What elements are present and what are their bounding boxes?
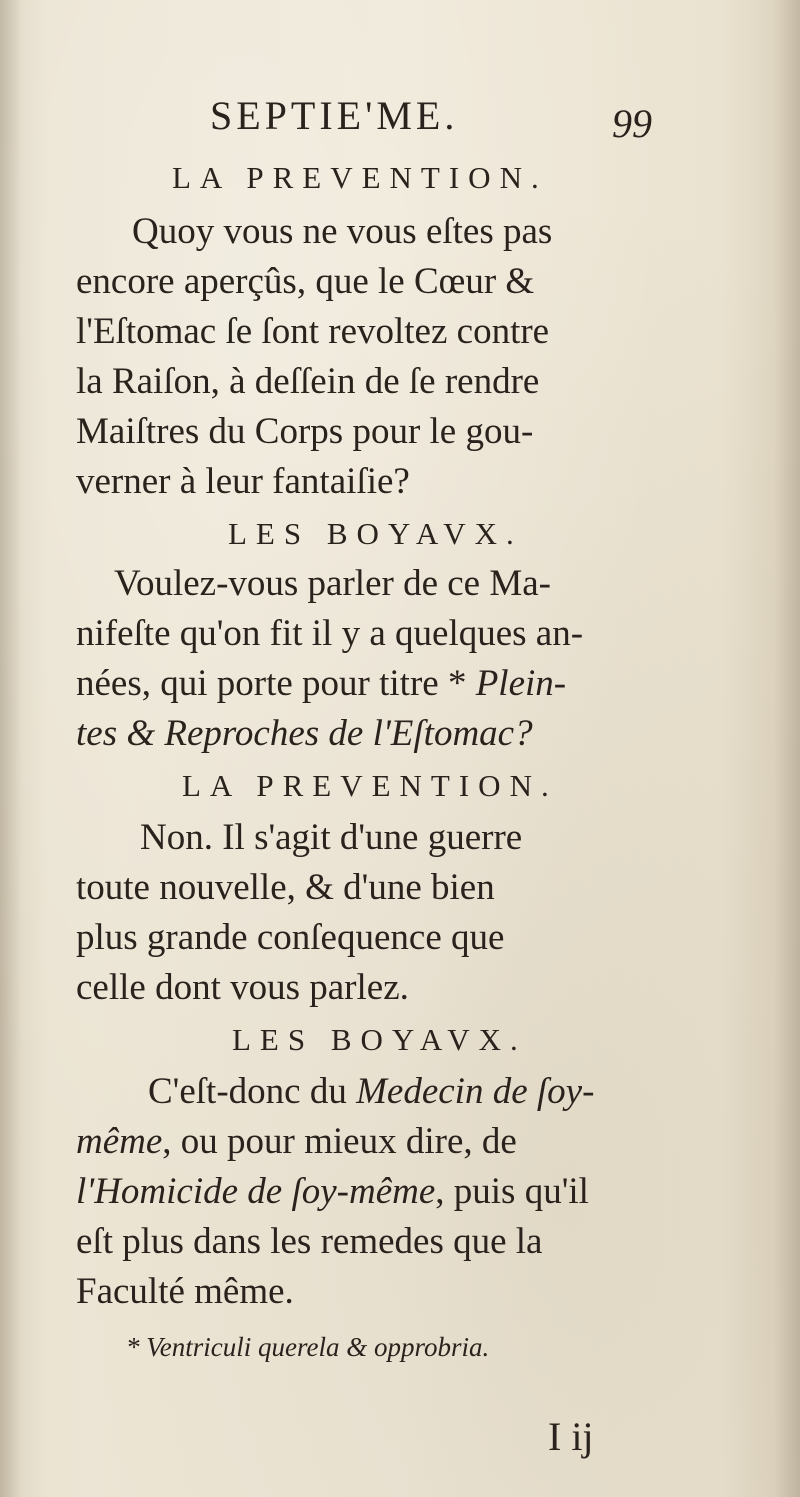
text-line — [76, 1116, 706, 1168]
italic-title-fragment: l'Homicide de ſoy-même — [76, 1171, 436, 1212]
text-line: Maiſtres du Corps pour le gou- — [76, 411, 534, 452]
signature-mark: I ij — [548, 1414, 594, 1459]
text-fragment: , ou pour mieux dire, de — [162, 1121, 517, 1162]
text-line: celle dont vous parlez. — [76, 967, 409, 1008]
text-line — [148, 1066, 778, 1118]
running-head: SEPTIE'ME. — [210, 93, 459, 138]
page-shadow-right — [774, 0, 800, 1497]
text-fragment: , puis qu'il — [435, 1171, 589, 1212]
page-shadow-left — [0, 0, 22, 1497]
speaker-heading: LA PREVENTION. — [182, 768, 558, 803]
text-line: Voulez-vous parler de ce Ma- — [114, 563, 551, 604]
italic-title-fragment: même — [76, 1121, 163, 1162]
italic-title-fragment: Medecin de ſoy- — [356, 1071, 595, 1112]
text-fragment: C'eſt-donc du — [148, 1071, 357, 1112]
speaker-heading: LA PREVENTION. — [172, 160, 548, 195]
text-line: la Raiſon, à deſſein de ſe rendre — [76, 361, 540, 402]
text-line: toute nouvelle, & d'une bien — [76, 867, 495, 908]
text-line: Faculté même. — [76, 1271, 294, 1312]
text-line: plus grande conſequence que — [76, 917, 505, 958]
speaker-heading: LES BOYAVX. — [232, 1022, 527, 1057]
italic-title-fragment: Plein- — [475, 663, 567, 704]
text-line: l'Eſtomac ſe ſont revoltez contre — [76, 311, 550, 352]
text-line: nifeſte qu'on fit il y a quelques an- — [76, 613, 584, 654]
text-line: eſt plus dans les remedes que la — [76, 1221, 543, 1262]
text-line: Quoy vous ne vous eſtes pas — [132, 211, 553, 252]
text-line-italic: tes & Reproches de l'Eſtomac? — [76, 713, 533, 754]
text-fragment: nées, qui porte pour titre * — [76, 663, 476, 704]
text-line: verner à leur fantaiſie? — [76, 461, 410, 502]
footnote: * Ventriculi querela & opprobria. — [126, 1332, 490, 1362]
text-line: Non. Il s'agit d'une guerre — [140, 817, 523, 858]
speaker-heading: LES BOYAVX. — [228, 516, 523, 551]
text-line: encore aperçûs, que le Cœur & — [76, 261, 535, 302]
text-line — [76, 1166, 706, 1218]
text-line — [76, 658, 706, 710]
page-number: 99 — [612, 101, 652, 146]
